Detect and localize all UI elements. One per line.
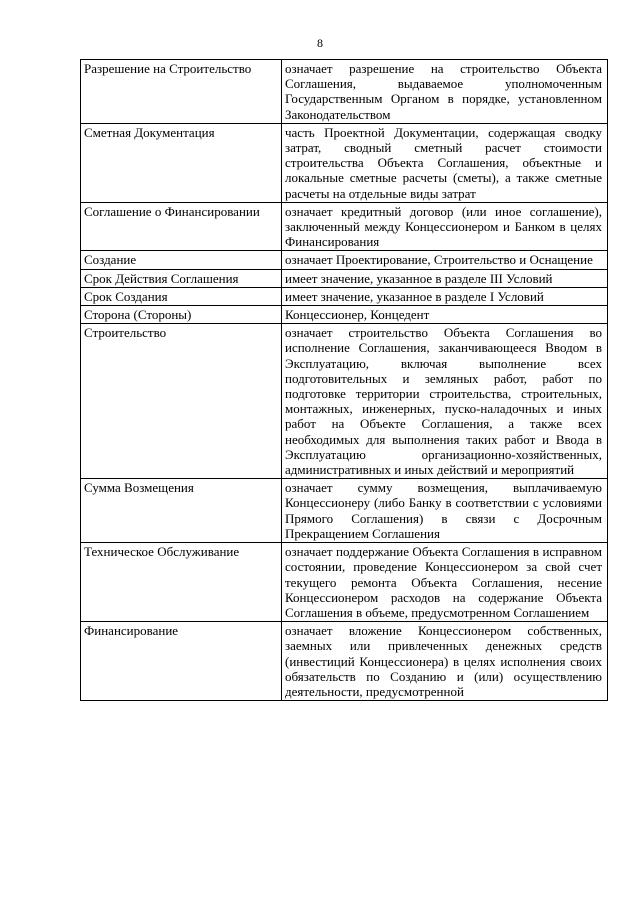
- definition-cell: часть Проектной Документации, содержащая сводку затрат, сводный сметный расчет стоимости строительства Объекта Соглашения, объектные и локальные сметные расчеты (сметы), а также сметные расчеты на отдельные виды затрат: [282, 123, 608, 202]
- definition-cell: означает строительство Объекта Соглашения во исполнение Соглашения, заканчивающееся Вводом в Эксплуатацию, включая выполнение всех подготовительных и земляных работ, работ по подготовке территории строительства, строительных, монтажных, инженерных, пуско-наладочных и иных работ на Объекте Соглашения, а также всех необходимых для выполнения таких работ и Ввода в Эксплуатацию организационно-хозяйственных, административных и иных действий и мероприятий: [282, 324, 608, 479]
- page-number: 8: [317, 36, 323, 50]
- table-row: [81, 60, 608, 124]
- term-cell: Сумма Возмещения: [81, 479, 282, 543]
- term-cell: Соглашение о Финансировании: [81, 202, 282, 251]
- table-row: [81, 251, 608, 269]
- definition-cell: означает Проектирование, Строительство и Оснащение: [282, 251, 608, 269]
- definition-cell: означает сумму возмещения, выплачиваемую Концессионеру (либо Банку в соответствии с условиями Прямого Соглашения) в связи с Досрочным Прекращением Соглашения: [282, 479, 608, 543]
- table-row: [81, 287, 608, 305]
- definition-cell: означает поддержание Объекта Соглашения в исправном состоянии, проведение Концессионером за свой счет текущего ремонта Объекта Соглашения, несение Концессионером расходов на содержание Объекта Соглашения в объеме, предусмотренном Соглашением: [282, 543, 608, 622]
- term-cell: Сторона (Стороны): [81, 306, 282, 324]
- term-cell: Финансирование: [81, 622, 282, 701]
- table-row: [81, 306, 608, 324]
- table-row: [81, 543, 608, 622]
- definition-cell: означает вложение Концессионером собственных, заемных или привлеченных денежных средств (инвестиций Концессионера) в целях исполнения своих обязательств по Созданию и (или) осуществлению деятельности, предусмотренной: [282, 622, 608, 701]
- definition-cell: означает кредитный договор (или иное соглашение), заключенный между Концессионером и Банком в целях Финансирования: [282, 202, 608, 251]
- definitions-table: [80, 59, 608, 701]
- term-cell: Срок Действия Соглашения: [81, 269, 282, 287]
- term-cell: Создание: [81, 251, 282, 269]
- definition-cell: имеет значение, указанное в разделе III Условий: [282, 269, 608, 287]
- term-cell: Сметная Документация: [81, 123, 282, 202]
- definition-cell: Концессионер, Концедент: [282, 306, 608, 324]
- table-row: [81, 123, 608, 202]
- table-row: [81, 479, 608, 543]
- definition-cell: означает разрешение на строительство Объекта Соглашения, выдаваемое уполномоченным Государственным Органом в порядке, установленном Законодательством: [282, 60, 608, 124]
- term-cell: Срок Создания: [81, 287, 282, 305]
- table-row: [81, 622, 608, 701]
- term-cell: Техническое Обслуживание: [81, 543, 282, 622]
- term-cell: Строительство: [81, 324, 282, 479]
- table-row: [81, 202, 608, 251]
- table-row: [81, 324, 608, 479]
- definition-cell: имеет значение, указанное в разделе I Условий: [282, 287, 608, 305]
- term-cell: Разрешение на Строительство: [81, 60, 282, 124]
- table-row: [81, 269, 608, 287]
